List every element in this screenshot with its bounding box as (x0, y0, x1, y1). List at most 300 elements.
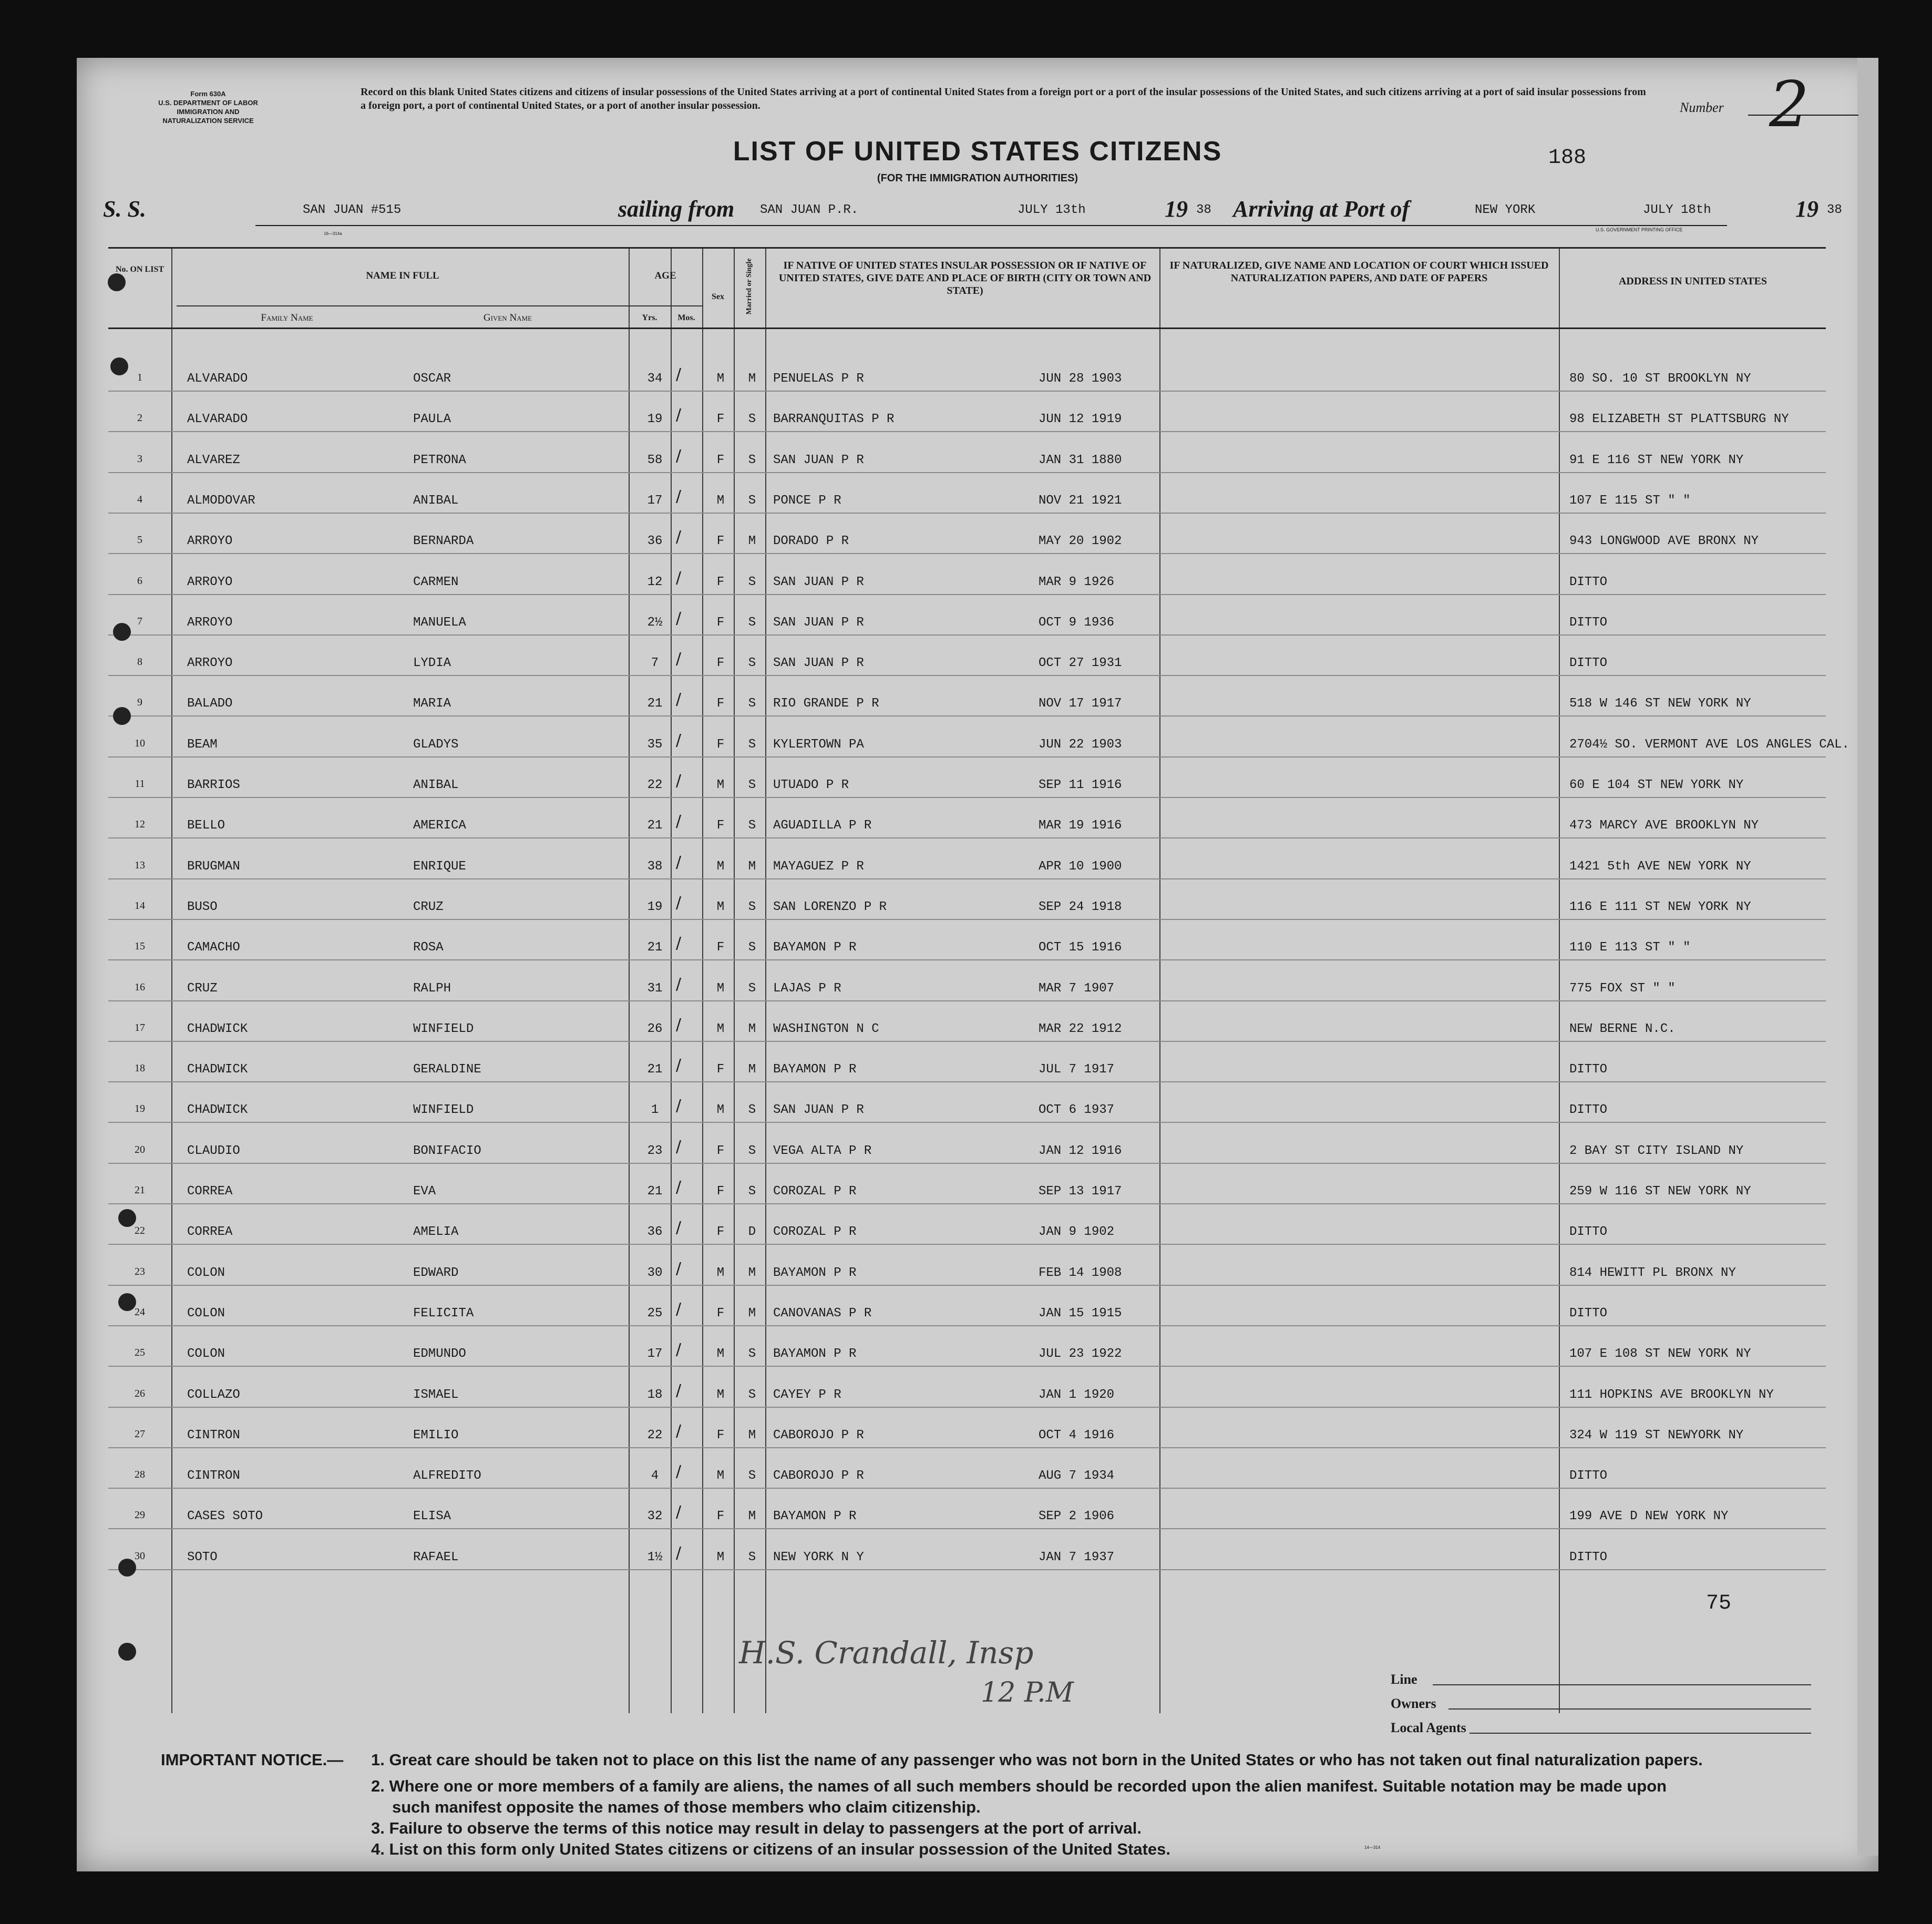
birth-date-cell: SEP 11 1916 (1039, 778, 1122, 792)
age-years-cell: 21 (647, 940, 663, 955)
row-rule (108, 919, 1826, 920)
marital-status-cell: M (748, 859, 756, 874)
age-years-cell: 21 (647, 1062, 663, 1077)
list-number-cell: 23 (135, 1265, 145, 1277)
list-number-cell: 25 (135, 1347, 145, 1359)
sex-cell: F (716, 453, 725, 467)
row-rule (108, 1122, 1826, 1123)
departure-date: JULY 13th (1018, 203, 1086, 217)
age-years-cell: 30 (647, 1265, 663, 1280)
marital-status-cell: S (748, 818, 756, 833)
row-rule (108, 1203, 1826, 1204)
list-number-cell: 30 (135, 1550, 145, 1562)
birth-date-cell: AUG 7 1934 (1039, 1469, 1115, 1483)
marital-status-cell: M (748, 1021, 756, 1036)
given-name-cell: BERNARDA (413, 534, 474, 549)
birthplace-cell: KYLERTOWN PA (773, 737, 864, 752)
given-name-cell: RAFAEL (413, 1550, 459, 1564)
age-years-cell: 32 (647, 1509, 663, 1524)
months-tick-mark: / (676, 893, 682, 912)
sex-cell: F (716, 1143, 725, 1158)
months-tick-mark: / (676, 609, 682, 628)
age-years-cell: 4 (651, 1469, 659, 1483)
family-name-cell: BEAM (187, 737, 218, 752)
ss-label: S. S. (103, 196, 146, 222)
sex-cell: M (716, 859, 725, 874)
address-cell: 518 W 146 ST NEW YORK NY (1569, 697, 1751, 711)
birthplace-cell: SAN LORENZO P R (773, 899, 887, 914)
number-label: Number (1680, 100, 1724, 115)
given-name-cell: ISMAEL (413, 1387, 459, 1402)
binder-hole (108, 273, 126, 291)
family-name-cell: SOTO (187, 1550, 218, 1564)
row-rule (108, 634, 1826, 636)
sex-cell: F (716, 940, 725, 955)
row-rule (108, 756, 1826, 758)
age-header-rule (634, 305, 702, 306)
birthplace-cell: CANOVANAS P R (773, 1306, 872, 1321)
family-name-cell: BALADO (187, 697, 233, 711)
family-name-cell: BELLO (187, 818, 225, 833)
months-tick-mark: / (676, 1543, 682, 1562)
sex-cell: F (716, 615, 725, 630)
birthplace-cell: COROZAL P R (773, 1184, 857, 1199)
birth-date-cell: JAN 12 1916 (1039, 1143, 1122, 1158)
list-number-cell: 3 (137, 453, 142, 465)
family-name-cell: CHADWICK (187, 1021, 248, 1036)
voyage-underline (255, 225, 1727, 226)
row-rule (108, 1407, 1826, 1408)
address-cell: 107 E 108 ST NEW YORK NY (1569, 1347, 1751, 1362)
header-family-name: Family Name (261, 312, 313, 323)
passenger-total: 75 (1706, 1592, 1732, 1615)
list-number-cell: 29 (135, 1509, 145, 1521)
months-tick-mark: / (676, 1503, 682, 1522)
birth-date-cell: MAY 20 1902 (1039, 534, 1122, 549)
birth-date-cell: MAR 22 1912 (1039, 1021, 1122, 1036)
row-rule (108, 1569, 1826, 1570)
age-years-cell: 22 (647, 778, 663, 792)
given-name-cell: MARIA (413, 697, 451, 711)
birth-date-cell: JAN 7 1937 (1039, 1550, 1115, 1564)
birthplace-cell: SAN JUAN P R (773, 575, 864, 589)
year-prefix: 19 (1165, 196, 1188, 222)
marital-status-cell: S (748, 778, 756, 792)
months-tick-mark: / (676, 1137, 682, 1156)
birthplace-cell: SAN JUAN P R (773, 453, 864, 467)
header-bottom-rule (108, 328, 1826, 329)
arrival-port: NEW YORK (1475, 203, 1536, 217)
age-years-cell: 21 (647, 697, 663, 711)
given-name-cell: GLADYS (413, 737, 459, 752)
given-name-cell: EMILIO (413, 1428, 459, 1442)
given-name-cell: CRUZ (413, 899, 444, 914)
given-name-cell: MANUELA (413, 615, 466, 630)
marital-status-cell: M (748, 1509, 756, 1524)
row-rule (108, 472, 1826, 473)
marital-status-cell: M (748, 372, 756, 386)
given-name-cell: BONIFACIO (413, 1143, 481, 1158)
birth-date-cell: NOV 21 1921 (1039, 493, 1122, 508)
small-form-code: 16—314a (324, 231, 342, 236)
list-number-cell: 20 (135, 1143, 145, 1155)
sex-cell: F (716, 1306, 725, 1321)
list-number-cell: 24 (135, 1306, 145, 1318)
given-name-cell: PETRONA (413, 453, 466, 467)
family-name-cell: ARROYO (187, 656, 233, 671)
months-tick-mark: / (676, 1259, 682, 1278)
row-rule (108, 1325, 1826, 1326)
family-name-cell: COLON (187, 1265, 225, 1280)
row-rule (108, 391, 1826, 392)
months-tick-mark: / (676, 934, 682, 953)
months-tick-mark: / (676, 446, 682, 465)
sex-cell: M (716, 1021, 725, 1036)
notice-item-1: 1. Great care should be taken not to place on this list the name of any passenger who was not born in the United States or who has not taken out final naturalization papers. (371, 1751, 1703, 1769)
family-name-cell: CRUZ (187, 981, 218, 996)
name-header-rule (177, 305, 634, 306)
row-rule (108, 1366, 1826, 1367)
sailing-label: sailing from (618, 196, 735, 222)
col-divider (1159, 249, 1160, 1713)
age-years-cell: 18 (647, 1387, 663, 1402)
service-line-1: IMMIGRATION AND (177, 108, 240, 116)
address-cell: 111 HOPKINS AVE BROOKLYN NY (1569, 1387, 1774, 1402)
given-name-cell: ANIBAL (413, 493, 459, 508)
binder-hole (118, 1643, 136, 1661)
birthplace-cell: SAN JUAN P R (773, 1103, 864, 1118)
row-rule (108, 1000, 1826, 1001)
row-rule (108, 797, 1826, 798)
age-years-cell: 7 (651, 656, 659, 671)
notice-heading: IMPORTANT NOTICE.— (161, 1751, 344, 1769)
given-name-cell: LYDIA (413, 656, 451, 671)
arrival-date: JULY 18th (1643, 203, 1711, 217)
marital-status-cell: S (748, 940, 756, 955)
family-name-cell: ARROYO (187, 575, 233, 589)
given-name-cell: ELISA (413, 1509, 451, 1524)
line-label: Line (1391, 1672, 1417, 1687)
col-divider (171, 249, 172, 1713)
age-years-cell: 58 (647, 453, 663, 467)
birth-date-cell: JUN 22 1903 (1039, 737, 1122, 752)
birth-date-cell: MAR 19 1916 (1039, 818, 1122, 833)
sex-cell: F (716, 697, 725, 711)
marital-status-cell: S (748, 1347, 756, 1362)
given-name-cell: PAULA (413, 412, 451, 427)
binder-hole (118, 1559, 136, 1577)
list-number-cell: 1 (137, 372, 142, 383)
header-address: ADDRESS IN UNITED STATES (1618, 275, 1767, 287)
age-years-cell: 2½ (647, 615, 663, 630)
birthplace-cell: COROZAL P R (773, 1225, 857, 1240)
birth-date-cell: MAR 9 1926 (1039, 575, 1115, 589)
year-prefix-2: 19 (1795, 196, 1818, 222)
family-name-cell: BRUGMAN (187, 859, 240, 874)
address-cell: DITTO (1569, 1062, 1608, 1077)
sex-cell: M (716, 1387, 725, 1402)
owners-label: Owners (1391, 1696, 1436, 1711)
list-number-cell: 8 (137, 656, 142, 668)
marital-status-cell: S (748, 981, 756, 996)
list-number-cell: 18 (135, 1062, 145, 1074)
address-cell: 473 MARCY AVE BROOKLYN NY (1569, 818, 1759, 833)
birthplace-cell: SAN JUAN P R (773, 615, 864, 630)
col-divider (702, 249, 703, 1713)
marital-status-cell: S (748, 1103, 756, 1118)
list-number-cell: 10 (135, 737, 145, 749)
birthplace-cell: LAJAS P R (773, 981, 841, 996)
notice-item-3: 3. Failure to observe the terms of this notice may result in delay to passengers at the port of arrival. (371, 1819, 1142, 1837)
row-rule (108, 1041, 1826, 1042)
header-marital: Married or Single (745, 258, 753, 315)
age-years-cell: 34 (647, 372, 663, 386)
form-identifier (129, 89, 287, 125)
header-list-number: No. ON LIST (115, 265, 165, 274)
birth-date-cell: MAR 7 1907 (1039, 981, 1115, 996)
family-name-cell: CINTRON (187, 1428, 240, 1442)
given-name-cell: WINFIELD (413, 1103, 474, 1118)
list-number-cell: 15 (135, 940, 145, 953)
marital-status-cell: S (748, 412, 756, 427)
marital-status-cell: S (748, 899, 756, 914)
birthplace-cell: CABOROJO P R (773, 1469, 864, 1483)
birthplace-cell: BAYAMON P R (773, 1265, 857, 1280)
voyage-line (103, 196, 1853, 227)
passenger-table (108, 247, 1849, 1713)
age-years-cell: 23 (647, 1143, 663, 1158)
family-name-cell: CORREA (187, 1225, 233, 1240)
birth-date-cell: OCT 6 1937 (1039, 1103, 1115, 1118)
binder-hole (118, 1209, 136, 1227)
given-name-cell: CARMEN (413, 575, 459, 589)
address-cell: 2 BAY ST CITY ISLAND NY (1569, 1143, 1744, 1158)
birthplace-cell: BARRANQUITAS P R (773, 412, 895, 427)
birthplace-cell: CAYEY P R (773, 1387, 841, 1402)
line-rule (1433, 1684, 1811, 1685)
given-name-cell: RALPH (413, 981, 451, 996)
header-months: Mos. (677, 313, 695, 322)
marital-status-cell: S (748, 1469, 756, 1483)
row-rule (108, 715, 1826, 717)
birthplace-cell: PENUELAS P R (773, 372, 864, 386)
months-tick-mark: / (676, 1299, 682, 1318)
list-number-cell: 26 (135, 1387, 145, 1399)
marital-status-cell: S (748, 493, 756, 508)
marital-status-cell: M (748, 1428, 756, 1442)
row-rule (108, 1285, 1826, 1286)
birth-date-cell: JUN 28 1903 (1039, 372, 1122, 386)
row-rule (108, 1081, 1826, 1082)
list-number-cell: 14 (135, 899, 145, 912)
sex-cell: F (716, 1509, 725, 1524)
service-line-2: NATURALIZATION SERVICE (162, 117, 254, 125)
age-years-cell: 36 (647, 1225, 663, 1240)
sex-cell: M (716, 899, 725, 914)
family-name-cell: CASES SOTO (187, 1509, 263, 1524)
page-subtitle: (FOR THE IMMIGRATION AUTHORITIES) (877, 172, 1078, 184)
birth-date-cell: OCT 27 1931 (1039, 656, 1122, 671)
given-name-cell: ENRIQUE (413, 859, 466, 874)
age-years-cell: 19 (647, 412, 663, 427)
family-name-cell: CLAUDIO (187, 1143, 240, 1158)
birthplace-cell: VEGA ALTA P R (773, 1143, 872, 1158)
given-name-cell: ALFREDITO (413, 1469, 481, 1483)
family-name-cell: CINTRON (187, 1469, 240, 1483)
ship-name: SAN JUAN #515 (303, 203, 402, 217)
age-years-cell: 36 (647, 534, 663, 549)
sex-cell: F (716, 412, 725, 427)
sex-cell: F (716, 575, 725, 589)
age-years-cell: 35 (647, 737, 663, 752)
birth-date-cell: JAN 15 1915 (1039, 1306, 1122, 1321)
binder-hole (118, 1293, 136, 1311)
age-years-cell: 25 (647, 1306, 663, 1321)
marital-status-cell: D (748, 1225, 756, 1240)
row-rule (108, 513, 1826, 514)
list-number-cell: 12 (135, 818, 145, 831)
list-number-cell: 7 (137, 615, 142, 627)
page-title: LIST OF UNITED STATES CITIZENS (733, 136, 1222, 167)
header-naturalization: IF NATURALIZED, GIVE NAME AND LOCATION OF COURT WHICH ISSUED NATURALIZATION PAPERS, AND DATE OF PAPERS (1169, 260, 1549, 284)
notice-item-2-cont: such manifest opposite the names of those members who claim citizenship. (392, 1798, 981, 1816)
list-number-cell: 2 (137, 412, 142, 424)
header-name-in-full: NAME IN FULL (366, 270, 439, 281)
sex-cell: M (716, 372, 725, 386)
family-name-cell: BARRIOS (187, 778, 240, 792)
birth-date-cell: OCT 9 1936 (1039, 615, 1115, 630)
months-tick-mark: / (676, 1340, 682, 1359)
sex-cell: M (716, 1265, 725, 1280)
address-cell: NEW BERNE N.C. (1569, 1021, 1676, 1036)
birth-date-cell: NOV 17 1917 (1039, 697, 1122, 711)
list-number-cell: 17 (135, 1021, 145, 1033)
marital-status-cell: S (748, 453, 756, 467)
age-years-cell: 26 (647, 1021, 663, 1036)
marital-status-cell: S (748, 1550, 756, 1564)
marital-status-cell: S (748, 615, 756, 630)
family-name-cell: COLON (187, 1306, 225, 1321)
age-years-cell: 12 (647, 575, 663, 589)
months-tick-mark: / (676, 528, 682, 547)
row-rule (108, 878, 1826, 879)
months-tick-mark: / (676, 812, 682, 831)
birthplace-cell: RIO GRANDE P R (773, 697, 879, 711)
form-instructions: Record on this blank United States citizens and citizens of insular possessions of the United States arriving at a port of continental United States from a foreign port or a port of the insular possessions of the United States, and such citizens arriving at a port of said insular possessions from a foreign port, a port of continental United States, or a port of another insular possession. (361, 86, 1646, 111)
list-number-cell: 13 (135, 859, 145, 871)
department-name: U.S. DEPARTMENT OF LABOR (158, 99, 258, 107)
arriving-label: Arriving at Port of (1233, 196, 1410, 222)
departure-port: SAN JUAN P.R. (760, 203, 859, 217)
family-name-cell: ALVAREZ (187, 453, 240, 467)
address-cell: 116 E 111 ST NEW YORK NY (1569, 899, 1751, 914)
address-cell: 324 W 119 ST NEWYORK NY (1569, 1428, 1744, 1442)
months-tick-mark: / (676, 1097, 682, 1115)
age-years-cell: 31 (647, 981, 663, 996)
list-number-cell: 21 (135, 1184, 145, 1196)
agents-rule (1469, 1733, 1811, 1734)
months-tick-mark: / (676, 1219, 682, 1237)
handwritten-note: 12 P.M (981, 1677, 1074, 1708)
marital-status-cell: M (748, 1265, 756, 1280)
given-name-cell: AMERICA (413, 818, 466, 833)
birth-date-cell: SEP 13 1917 (1039, 1184, 1122, 1199)
list-number-cell: 28 (135, 1469, 145, 1481)
inspector-signature: H.S. Crandall, Insp (739, 1635, 1034, 1671)
birth-date-cell: JAN 9 1902 (1039, 1225, 1115, 1240)
agents-label: Local Agents (1391, 1720, 1466, 1735)
sex-cell: F (716, 737, 725, 752)
birthplace-cell: PONCE P R (773, 493, 841, 508)
list-number-cell: 16 (135, 981, 145, 993)
sex-cell: F (716, 656, 725, 671)
birthplace-cell: NEW YORK N Y (773, 1550, 864, 1564)
months-tick-mark: / (676, 975, 682, 994)
given-name-cell: ROSA (413, 940, 444, 955)
address-cell: 199 AVE D NEW YORK NY (1569, 1509, 1729, 1524)
months-tick-mark: / (676, 1421, 682, 1440)
marital-status-cell: S (748, 1387, 756, 1402)
family-name-cell: ARROYO (187, 534, 233, 549)
birth-date-cell: OCT 15 1916 (1039, 940, 1122, 955)
list-number-cell: 6 (137, 575, 142, 587)
list-number-cell: 9 (137, 697, 142, 709)
sex-cell: F (716, 1184, 725, 1199)
list-number-cell: 5 (137, 534, 142, 546)
address-cell: 943 LONGWOOD AVE BRONX NY (1569, 534, 1759, 549)
header-birth-info: IF NATIVE OF UNITED STATES INSULAR POSSESSION OR IF NATIVE OF UNITED STATES, GIVE DATE AND PLACE OF BIRTH (CITY OR TOWN AND STATE) (778, 260, 1152, 296)
marital-status-cell: S (748, 1143, 756, 1158)
notice-item-4: 4. List on this form only United States citizens or citizens of an insular possession of the United States. (371, 1840, 1170, 1858)
col-divider (629, 249, 630, 1713)
list-number-cell: 11 (135, 778, 145, 790)
notice-item-2: 2. Where one or more members of a family are aliens, the names of all such members should be recorded upon the alien manifest. Suitable notation may be made upon (371, 1777, 1667, 1795)
given-name-cell: GERALDINE (413, 1062, 481, 1077)
marital-status-cell: M (748, 1306, 756, 1321)
family-name-cell: ARROYO (187, 615, 233, 630)
marital-status-cell: M (748, 1062, 756, 1077)
marital-status-cell: M (748, 534, 756, 549)
sex-cell: M (716, 778, 725, 792)
birthplace-cell: BAYAMON P R (773, 1062, 857, 1077)
birthplace-cell: WASHINGTON N C (773, 1021, 879, 1036)
address-cell: 110 E 113 ST " " (1569, 940, 1691, 955)
months-tick-mark: / (676, 1015, 682, 1034)
address-cell: 259 W 116 ST NEW YORK NY (1569, 1184, 1751, 1199)
months-tick-mark: / (676, 772, 682, 790)
sex-cell: M (716, 981, 725, 996)
age-years-cell: 17 (647, 493, 663, 508)
row-rule (108, 1528, 1826, 1529)
list-number-cell: 19 (135, 1103, 145, 1115)
months-tick-mark: / (676, 690, 682, 709)
row-rule (108, 431, 1826, 432)
printing-office: U.S. GOVERNMENT PRINTING OFFICE (1596, 227, 1683, 232)
form-number: Form 630A (190, 90, 226, 98)
months-tick-mark: / (676, 853, 682, 872)
birth-date-cell: JAN 31 1880 (1039, 453, 1122, 467)
row-rule (108, 959, 1826, 960)
marital-status-cell: S (748, 1184, 756, 1199)
age-years-cell: 1 (651, 1103, 659, 1118)
list-number: 2 (1769, 68, 1810, 141)
family-name-cell: ALVARADO (187, 372, 248, 386)
sex-cell: F (716, 1225, 725, 1240)
address-cell: 98 ELIZABETH ST PLATTSBURG NY (1569, 412, 1789, 427)
family-name-cell: CORREA (187, 1184, 233, 1199)
birthplace-cell: SAN JUAN P R (773, 656, 864, 671)
address-cell: DITTO (1569, 656, 1608, 671)
